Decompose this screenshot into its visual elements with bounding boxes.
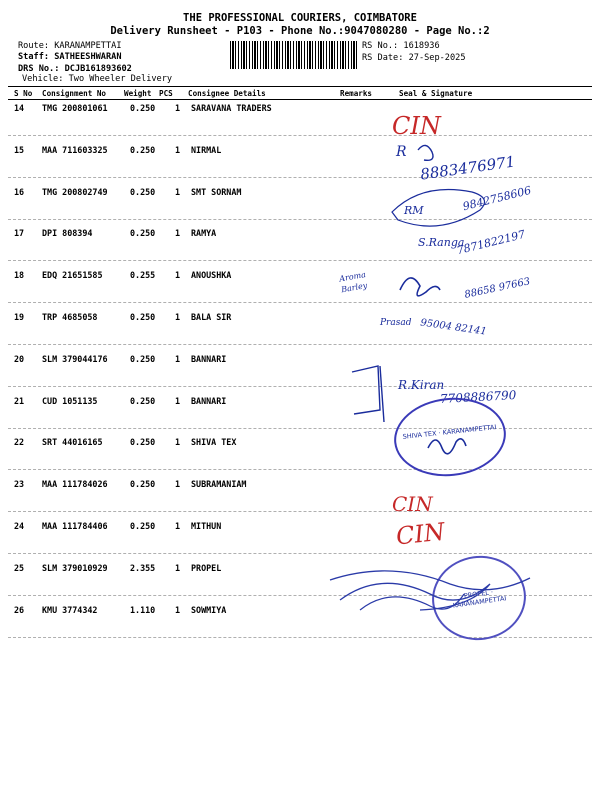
row-pcs: 1	[175, 353, 181, 364]
route-label: Route:	[18, 41, 50, 51]
row-divider	[8, 177, 592, 178]
row-sno: 14	[14, 103, 25, 113]
row-consignment-no: SLM 379010929	[42, 562, 108, 573]
row-consignee: RAMYA	[191, 228, 217, 239]
table-row	[8, 103, 592, 145]
row-consignee: BALA SIR	[191, 312, 232, 322]
rs-date-value: 27-Sep-2025	[408, 53, 466, 63]
col-seal: Seal & Signature	[399, 89, 473, 98]
drs-line	[18, 64, 132, 74]
row-weight: 0.250	[130, 312, 156, 322]
handwriting-anoushka-phone: 88658 97663	[463, 276, 532, 301]
drs-label: DRS No.:	[18, 64, 60, 74]
drs-value: DCJB161893602	[64, 64, 132, 74]
header-bottom-rule	[8, 99, 592, 100]
row-consignment-no: CUD 1051135	[42, 395, 98, 406]
col-remarks: Remarks	[340, 89, 373, 98]
row-divider	[8, 386, 592, 387]
row-consignment-no: SLM 379044176	[42, 353, 108, 364]
row-pcs: 1	[175, 521, 181, 531]
vehicle-line	[22, 74, 172, 84]
row-sno: 19	[14, 312, 25, 322]
handwriting-cin-1: CIN	[392, 112, 441, 140]
handwriting-nirmal-phone: 8883476971	[419, 152, 517, 184]
row-consignment-no: TRP 4685058	[42, 312, 98, 322]
row-consignment-no: MAA 111784406	[42, 521, 108, 531]
row-consignee: SMT SORNAM	[191, 186, 242, 197]
row-pcs: 1	[175, 186, 181, 197]
row-pcs: 1	[175, 103, 181, 113]
handwriting-cin-3: CIN	[394, 517, 447, 551]
row-weight: 2.355	[130, 562, 156, 573]
row-weight: 0.250	[130, 144, 156, 155]
vehicle-label: Vehicle:	[22, 74, 64, 84]
row-pcs: 1	[175, 228, 181, 239]
row-divider	[8, 344, 592, 345]
row-consignment-no: SRT 44016165	[42, 437, 103, 448]
row-consignee: MITHUN	[191, 521, 222, 531]
row-sno: 24	[14, 521, 25, 531]
row-divider	[8, 469, 592, 470]
row-sno: 26	[14, 604, 25, 615]
row-consignee: SOWMIYA	[191, 604, 227, 615]
staff-line	[18, 52, 122, 62]
row-consignee: SUBRAMANIAM	[191, 479, 247, 490]
row-weight: 0.255	[130, 270, 156, 281]
row-consignment-no: MAA 111784026	[42, 479, 108, 490]
staff-label: Staff:	[18, 52, 50, 62]
row-divider	[8, 219, 592, 220]
row-weight: 0.250	[130, 353, 156, 364]
row-divider	[8, 135, 592, 136]
row-consignee: PROPEL	[191, 562, 222, 573]
row-sno: 18	[14, 270, 25, 281]
table-row	[8, 521, 592, 563]
col-sno: S No	[14, 89, 33, 98]
rs-no-line	[362, 41, 440, 51]
col-weight: Weight	[124, 89, 152, 98]
barcode	[230, 41, 358, 69]
route-line	[18, 41, 122, 51]
handwriting-bannari-phone: 7708886790	[439, 388, 517, 406]
row-consignee: NIRMAL	[191, 144, 222, 155]
row-divider	[8, 260, 592, 261]
row-weight: 1.110	[130, 604, 156, 615]
row-pcs: 1	[175, 144, 181, 155]
handwriting-sornam-sig: RM	[404, 204, 424, 217]
row-divider	[8, 637, 592, 638]
shiva-tex-stamp-text: SHIVA TEX · KARANAMPETTAI	[402, 423, 497, 441]
row-consignment-no: TMG 200802749	[42, 186, 108, 197]
handwriting-ramya-sig: S.Ranga	[418, 236, 465, 249]
row-consignment-no: MAA 711603325	[42, 144, 108, 155]
runsheet-subtitle: Delivery Runsheet - P103 - Phone No.:9047080280 - Page No.:2	[110, 25, 490, 37]
col-consignee: Consignee Details	[188, 89, 266, 98]
row-sno: 16	[14, 186, 25, 197]
row-sno: 20	[14, 353, 25, 364]
row-weight: 0.250	[130, 479, 156, 490]
row-weight: 0.250	[130, 437, 156, 448]
row-weight: 0.250	[130, 395, 156, 406]
row-sno: 23	[14, 479, 25, 490]
row-consignment-no: KMU 3774342	[42, 604, 98, 615]
row-pcs: 1	[175, 395, 181, 406]
table-row	[8, 437, 592, 479]
col-consignment: Consignment No	[42, 89, 107, 98]
row-divider	[8, 553, 592, 554]
rs-no-value: 1618936	[403, 41, 440, 51]
handwriting-cin-2: CIN	[392, 492, 433, 516]
row-sno: 17	[14, 228, 25, 239]
row-consignee: BANNARI	[191, 353, 227, 364]
company-title: THE PROFESSIONAL COURIERS, COIMBATORE	[183, 12, 417, 24]
row-pcs: 1	[175, 562, 181, 573]
handwriting-nirmal-initials: R	[396, 144, 407, 160]
row-consignee: ANOUSHKA	[191, 270, 232, 281]
table-row	[8, 479, 592, 521]
route-value: KARANAMPETTAI	[54, 41, 122, 51]
row-pcs: 1	[175, 604, 181, 615]
row-pcs: 1	[175, 479, 181, 490]
row-consignment-no: EDQ 21651585	[42, 270, 103, 281]
handwriting-ramya-phone: 7871822197	[455, 227, 527, 258]
handwriting-bala-sig: Prasad	[380, 318, 412, 328]
handwriting-bala-phone: 95004 82141	[419, 317, 488, 338]
row-divider	[8, 302, 592, 303]
row-pcs: 1	[175, 437, 181, 448]
table-row	[8, 312, 592, 354]
row-consignment-no: TMG 200801061	[42, 103, 108, 113]
handwriting-anoushka-note: Aroma Barley	[338, 269, 368, 295]
row-weight: 0.250	[130, 186, 156, 197]
row-consignee: SARAVANA TRADERS	[191, 103, 272, 113]
row-sno: 25	[14, 562, 25, 573]
vehicle-value: Two Wheeler Delivery	[68, 74, 173, 84]
row-weight: 0.250	[130, 521, 156, 531]
row-sno: 15	[14, 144, 25, 155]
row-consignee: SHIVA TEX	[191, 437, 237, 448]
row-weight: 0.250	[130, 228, 156, 239]
propel-stamp-text: PROPEL · KARANAMPETTAI	[452, 588, 507, 610]
row-consignee: BANNARI	[191, 395, 227, 406]
handwriting-sornam-phone: 9842758606	[461, 183, 533, 214]
row-sno: 22	[14, 437, 25, 448]
rs-date-label: RS Date:	[362, 53, 404, 63]
header-top-rule	[8, 86, 592, 87]
row-consignment-no: DPI 808394	[42, 228, 93, 239]
row-pcs: 1	[175, 270, 181, 281]
row-pcs: 1	[175, 312, 181, 322]
row-sno: 21	[14, 395, 25, 406]
rs-date-line	[362, 53, 466, 63]
handwriting-bannari-sig: R.Kiran	[398, 378, 445, 392]
row-weight: 0.250	[130, 103, 156, 113]
col-pcs: PCS	[159, 89, 173, 98]
rs-no-label: RS No.:	[362, 41, 399, 51]
staff-value: SATHEESHWARAN	[54, 52, 122, 62]
row-divider	[8, 511, 592, 512]
